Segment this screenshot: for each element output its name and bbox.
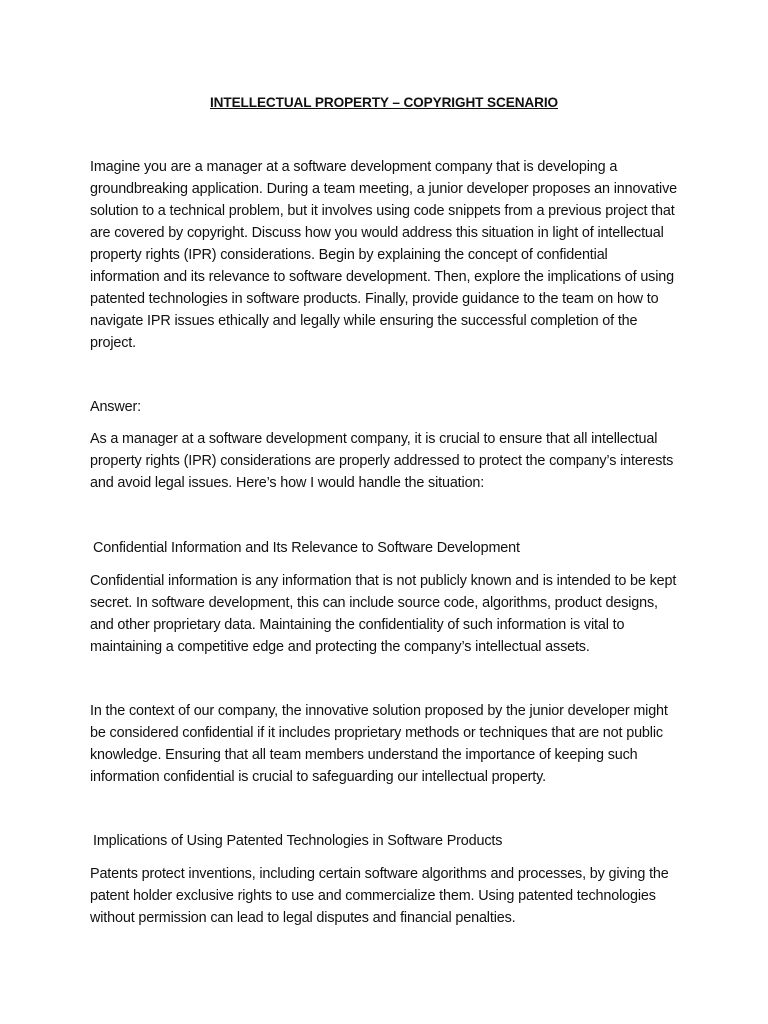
answer-intro-paragraph: As a manager at a software development company, it is crucial to ensure that all intellectual property rights (IPR) considerations are properly addressed to protect the company’s interests and avoid legal issues. Here’s how I would handle the situation: — [90, 431, 674, 491]
patents-paragraph: Patents protect inventions, including certain software algorithms and processes, by giving the patent holder exclusive rights to use and commercialize them. Using patented technologies without permission can lead to legal disputes and financial penalties. — [90, 866, 669, 926]
scenario-paragraph: Imagine you are a manager at a software development company that is developing a groundbreaking application. During a team meeting, a junior developer proposes an innovative solution to a technical problem, but it involves using code snippets from a previous project that are covered by copyright. Discuss how you would address this situation in light of intellectual property rights (IPR) considerations. Begin by explaining the concept of confidential information and its relevance to software development. Then, explore the implications of using patented technologies in software products. Finally, provide guidance to the team on how to navigate IPR issues ethically and legally while ensuring the successful completion of the project. — [90, 159, 677, 351]
answer-label: Answer: — [90, 399, 141, 415]
company-context-paragraph: In the context of our company, the innovative solution proposed by the junior developer might be considered confidential if it includes proprietary methods or techniques that are not public knowledge. Ensuring that all team members understand the importance of keeping such information confidential is crucial to safeguarding our intellectual property. — [90, 703, 668, 785]
section-heading-patented-technologies: Implications of Using Patented Technologies in Software Products — [93, 833, 503, 849]
confidential-information-paragraph: Confidential information is any information that is not publicly known and is intended to be kept secret. In software development, this can include source code, algorithms, product designs, and other proprietary data. Maintaining the confidentiality of such information is vital to maintaining a competitive edge and protecting the company’s intellectual assets. — [90, 573, 677, 655]
document-title: INTELLECTUAL PROPERTY – COPYRIGHT SCENARIO — [209, 95, 559, 110]
section-heading-confidential-information: Confidential Information and Its Relevance to Software Development — [93, 540, 520, 556]
